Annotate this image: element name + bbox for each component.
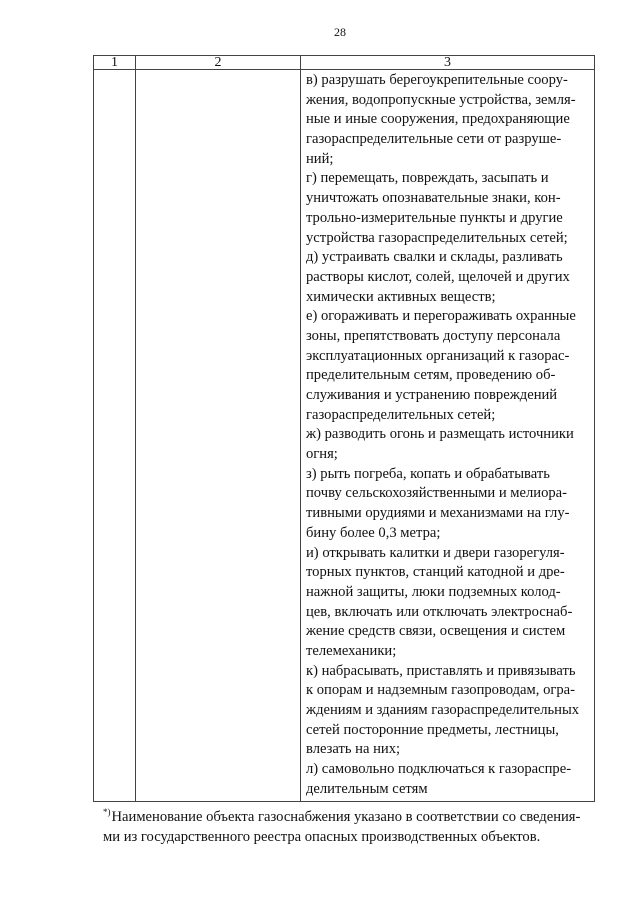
page-number: 28 <box>334 25 346 39</box>
text-line: ждениям и зданиям газораспределительных <box>306 702 580 718</box>
text-line: нажной защиты, люки подземных колод- <box>306 583 561 600</box>
text-line: г) перемещать, повреждать, засыпать и <box>306 170 549 187</box>
text-line: цев, включать или отключать электроснаб- <box>306 603 573 620</box>
text-line: трольно-измерительные пункты и другие <box>306 209 563 226</box>
text-line: устройства газораспределительных сетей; <box>306 229 568 246</box>
table-row <box>94 70 595 802</box>
text-line: газораспределительные сети от разруше- <box>306 131 562 148</box>
footnote-text: Наименование объекта газоснабжения указано в соответствии со сведения- <box>111 809 581 825</box>
footnote <box>103 802 580 847</box>
column-header-1: 1 <box>94 56 136 70</box>
footnote-marker: *) <box>103 807 111 817</box>
text-line: торных пунктов, станций катодной и дре- <box>306 564 565 581</box>
text-line: химически активных веществ; <box>306 288 496 305</box>
text-line: и) открывать калитки и двери газорегуля- <box>306 544 565 561</box>
text-line: делительным сетям <box>306 780 428 797</box>
text-line: тивными орудиями и механизмами на глу- <box>306 505 570 522</box>
footnote-line: ми из государственного реестра опасных производственных объектов. <box>103 829 541 845</box>
text-line: зоны, препятствовать доступу персонала <box>306 327 561 344</box>
text-line: ж) разводить огонь и размещать источники <box>306 426 574 443</box>
text-line: жение средств связи, освещения и систем <box>306 623 566 640</box>
text-line: ные и иные сооружения, предохраняющие <box>306 111 570 128</box>
text-line: телемеханики; <box>306 642 397 659</box>
text-line: почву сельскохозяйственными и мелиора- <box>306 485 568 502</box>
text-line: уничтожать опознавательные знаки, кон- <box>306 190 561 207</box>
text-line: к) набрасывать, приставлять и привязывать <box>306 662 576 679</box>
text-line: к опорам и надземным газопроводам, огра- <box>306 682 575 699</box>
column-header-2: 2 <box>136 56 301 70</box>
cell-col1 <box>94 70 136 802</box>
text-line: ний; <box>306 150 334 167</box>
text-line: огня; <box>306 446 338 463</box>
text-line: л) самовольно подключаться к газораспре- <box>306 761 572 778</box>
text-line: служивания и устранению повреждений <box>306 387 558 403</box>
text-line: з) рыть погреба, копать и обрабатывать <box>306 465 550 482</box>
text-line: сетей посторонние предметы, лестницы, <box>306 721 559 738</box>
text-line: эксплуатационных организаций к газорас- <box>306 347 570 364</box>
text-line: влезать на них; <box>306 741 401 758</box>
text-line: пределительным сетям, проведению об- <box>306 367 556 384</box>
table-header-row <box>94 56 595 70</box>
text-line: газораспределительных сетей; <box>306 406 496 423</box>
cell-col2 <box>136 70 301 802</box>
text-line: жения, водопропускные устройства, земля- <box>306 91 576 108</box>
cell-col3 <box>301 70 595 802</box>
restrictions-text <box>306 70 594 801</box>
text-line: бину более 0,3 метра; <box>306 524 441 541</box>
text-line: в) разрушать берегоукрепительные соору- <box>306 72 568 88</box>
footnote-line <box>103 802 580 827</box>
column-header-3: 3 <box>301 56 595 70</box>
restrictions-table <box>93 55 595 802</box>
text-line: е) огораживать и перегораживать охранные <box>306 308 576 325</box>
text-line: растворы кислот, солей, щелочей и других <box>306 268 570 285</box>
text-line: д) устраивать свалки и склады, разливать <box>306 249 563 266</box>
